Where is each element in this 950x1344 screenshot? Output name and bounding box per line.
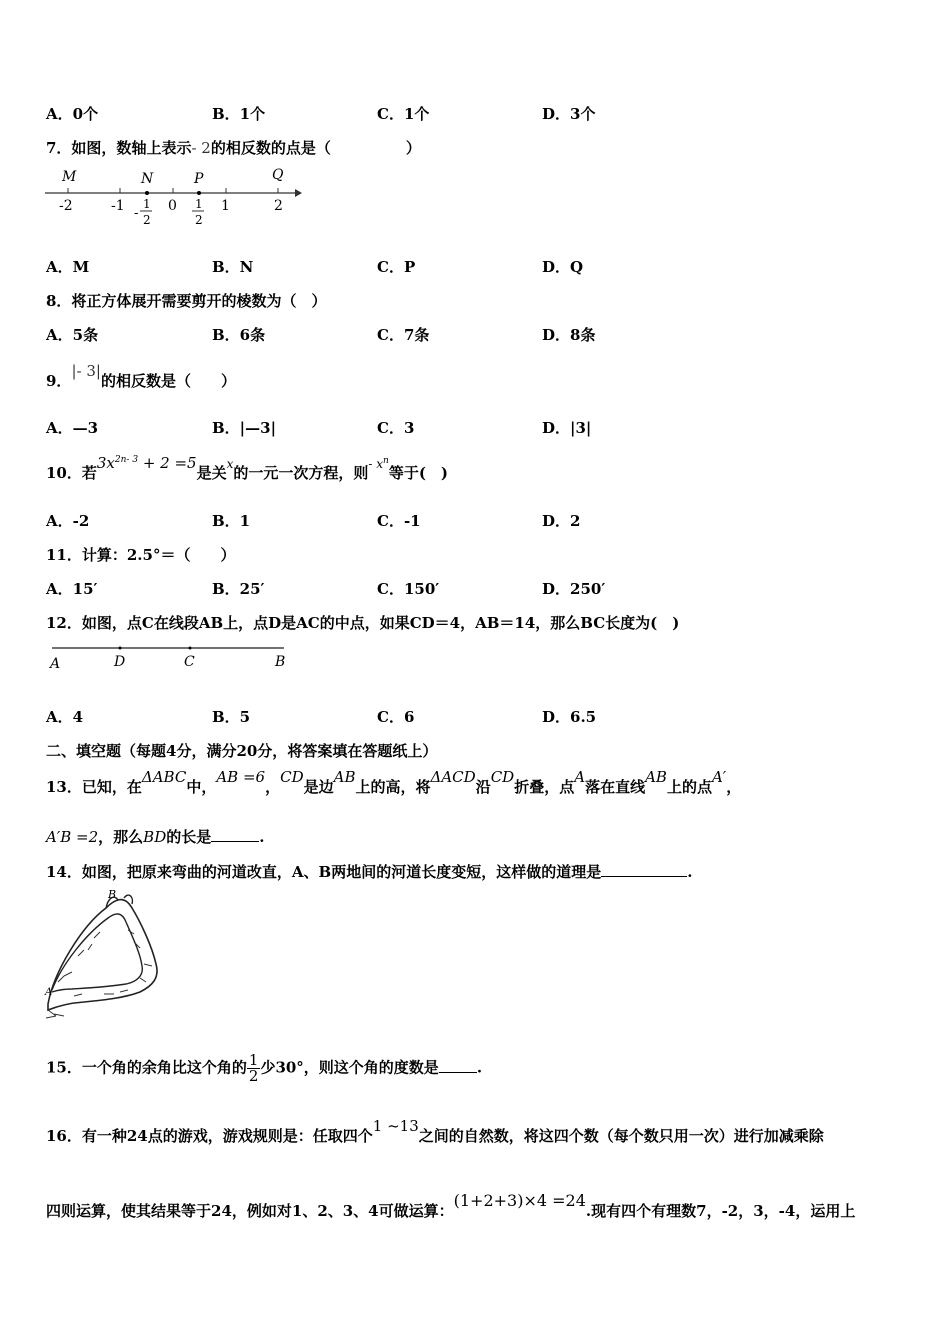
q16-line1-math: 1 ~13: [372, 1117, 419, 1135]
q10-eq-post: + 2 =5: [138, 454, 197, 472]
half-den: 2: [195, 213, 203, 227]
q13-math-8: AB: [645, 768, 667, 786]
q15-end: .: [476, 1058, 483, 1077]
q7-stem-pre: 7．如图，数轴上表示: [46, 139, 192, 157]
q14-stem: [46, 861, 692, 882]
q10-end: 等于( ): [388, 464, 449, 482]
q13-text-10: ，: [726, 778, 742, 796]
q12-option-d: D．6.5: [542, 708, 597, 726]
axis-arrow-icon: [295, 189, 302, 197]
q10-stem: [46, 454, 449, 483]
q9-option-d: D．|3|: [542, 419, 592, 437]
q12-option-a: A．4: [46, 708, 84, 726]
q15-answer-blank[interactable]: [439, 1060, 477, 1073]
point-label-m: M: [62, 169, 77, 185]
point-label-p: P: [194, 171, 204, 187]
tick-label-one: 1: [221, 198, 230, 214]
q15-pre: 15．一个角的余角比这个角的: [46, 1058, 247, 1077]
q9-option-c: C．3: [377, 419, 415, 437]
q10-mid: 是关: [196, 464, 227, 482]
q13-math-1: ΔABC: [141, 768, 187, 786]
q11-option-c: C．150′: [377, 580, 440, 598]
q14-answer-blank[interactable]: [601, 864, 687, 877]
q16-line2-math: (1+2+3)×4 =24: [453, 1191, 586, 1210]
q14-river-figure: [44, 886, 169, 1021]
q7-option-b: B．N: [212, 258, 254, 276]
q12-segment-figure: [44, 640, 294, 676]
q7-option-a: A．M: [46, 258, 90, 276]
q16-line2-pre: 四则运算，使其结果等于24，例如对1、2、3、4可做运算：: [46, 1202, 454, 1220]
q7-stem: [46, 137, 421, 158]
q10-option-a: A．-2: [46, 512, 90, 530]
q16-line2-post: .现有四个有理数7，-2，3，-4，运用上: [585, 1202, 856, 1220]
q13-answer-blank[interactable]: [211, 829, 259, 842]
q13-math-6: CD: [490, 768, 515, 786]
q10-eq-pre: 3x: [96, 454, 115, 472]
q13-line2-end: .: [259, 828, 265, 846]
q10-var: x: [226, 457, 234, 471]
q11-option-d: D．250′: [542, 580, 606, 598]
point-c-dot: [189, 647, 192, 650]
point-label-n: N: [141, 171, 154, 187]
q16-line1-pre: 16．有一种24点的游戏，游戏规则是：任取四个: [46, 1127, 373, 1145]
q8-stem: 8．将正方体展开需要剪开的棱数为（ ）: [46, 292, 327, 310]
river-label-a: A: [45, 987, 53, 998]
q15-stem: [46, 1053, 482, 1084]
tick-label-zero: 0: [168, 198, 177, 214]
q11-option-a: A．15′: [46, 580, 98, 598]
neg-half-sign: -: [134, 206, 139, 221]
q15-frac-num: 1: [248, 1051, 259, 1069]
q9-stem-post: 的相反数是（ ）: [100, 372, 236, 390]
q13-math-2: AB =6: [216, 768, 266, 786]
q12-option-b: B．5: [212, 708, 251, 726]
q10-mid2: 的一元一次方程，则: [233, 464, 369, 482]
q10-eq-exp: 2n- 3: [114, 455, 139, 465]
q13-line2-math-2: BD: [143, 828, 167, 846]
q8-option-b: B．6条: [212, 326, 266, 344]
q7-stem-post: 的相反数的点是（ ）: [210, 139, 421, 157]
half-num: 1: [195, 197, 203, 211]
q10-expr-exp: n: [383, 456, 389, 466]
point-n-dot: [145, 191, 149, 195]
q9-abs: |- 3|: [71, 362, 101, 380]
q13-text-6: 沿: [475, 778, 491, 796]
tick-label-neg1: -1: [111, 198, 125, 214]
q13-line2-text-1: ，那么: [98, 828, 144, 846]
q13-math-7: A: [574, 768, 586, 786]
q9-number: 9．: [46, 372, 72, 390]
q7-option-c: C．P: [377, 258, 416, 276]
q8-option-d: D．8条: [542, 326, 596, 344]
q10-expr-pre: - x: [368, 457, 384, 471]
river-outer-bank: [48, 900, 157, 1010]
q10-option-b: B．1: [212, 512, 251, 530]
q10-option-d: D．2: [542, 512, 581, 530]
q7-stem-math: - 2: [191, 139, 211, 157]
river-label-b: B: [108, 888, 117, 901]
tick-label-two: 2: [274, 198, 283, 214]
q6-option-a: A．0个: [46, 105, 99, 123]
q10-number: 10．若: [46, 464, 97, 482]
q8-option-c: C．7条: [377, 326, 430, 344]
q13-text-7: 折叠，点: [514, 778, 575, 796]
q13-text-2: 中，: [186, 778, 217, 796]
river-inner-bank: [52, 914, 142, 992]
q10-option-c: C．-1: [377, 512, 421, 530]
tick-label-neg2: -2: [59, 198, 73, 214]
q13-line1: [46, 768, 742, 797]
q13-line2: [46, 826, 264, 847]
q13-text-3: ，: [265, 778, 281, 796]
q13-text-1: 13．已知，在: [46, 778, 142, 796]
q11-stem: 11．计算：2.5°＝（ ）: [46, 546, 236, 564]
q13-line2-math-1: A′B =2: [46, 828, 99, 846]
point-d-dot: [119, 647, 122, 650]
q6-option-d: D．3个: [542, 105, 596, 123]
q10-expr: [368, 457, 388, 471]
q13-math-9: A′: [711, 768, 727, 786]
q13-math-3: CD: [280, 768, 304, 786]
neg-half-den: 2: [143, 213, 151, 227]
q15-fraction: [247, 1053, 261, 1084]
q13-math-4: AB: [333, 768, 356, 786]
segment-label-a: A: [50, 656, 61, 672]
q13-text-9: 上的点: [666, 778, 712, 796]
q7-option-d: D．Q: [542, 258, 584, 276]
point-label-q: Q: [272, 167, 284, 183]
q7-number-line: [40, 163, 305, 233]
segment-label-d: D: [114, 654, 126, 670]
q14-stem-text: 14．如图，把原来弯曲的河道改直，A、B两地间的河道长度变短，这样做的道理是: [46, 863, 602, 881]
q9-option-a: A．—3: [46, 419, 99, 437]
q16-line1-post: 之间的自然数，将这四个数（每个数只用一次）进行加减乘除: [418, 1127, 824, 1145]
q6-option-c: C．1个: [377, 105, 430, 123]
q6-option-b: B．1个: [212, 105, 266, 123]
q8-option-a: A．5条: [46, 326, 99, 344]
q16-line1: [46, 1117, 824, 1146]
section-heading: 二、填空题（每题4分，满分20分，将答案填在答题纸上）: [46, 742, 438, 760]
q12-option-c: C．6: [377, 708, 415, 726]
q13-line2-text-2: 的长是: [166, 828, 212, 846]
river-end-strokes: [46, 1010, 64, 1018]
neg-half-num: 1: [143, 197, 151, 211]
q15-post: 少30°，则这个角的度数是: [260, 1058, 439, 1077]
q14-stem-end: .: [687, 863, 693, 881]
q15-frac-den: 2: [248, 1067, 259, 1085]
q13-text-4: 是边: [303, 778, 334, 796]
q12-stem: 12．如图，点C在线段AB上，点D是AC的中点，如果CD＝4，AB＝14，那么BC长度为( ): [46, 614, 680, 632]
q13-math-5: ΔACD: [430, 768, 476, 786]
segment-label-b: B: [275, 654, 286, 670]
q13-text-5: 上的高，将: [355, 778, 431, 796]
point-p-dot: [197, 191, 201, 195]
q16-line2: [46, 1191, 856, 1221]
q13-text-8: 落在直线: [585, 778, 646, 796]
q10-equation: [97, 454, 197, 472]
q11-option-b: B．25′: [212, 580, 265, 598]
segment-label-c: C: [184, 654, 195, 670]
q9-option-b: B．|—3|: [212, 419, 277, 437]
q9-stem: [46, 362, 236, 391]
